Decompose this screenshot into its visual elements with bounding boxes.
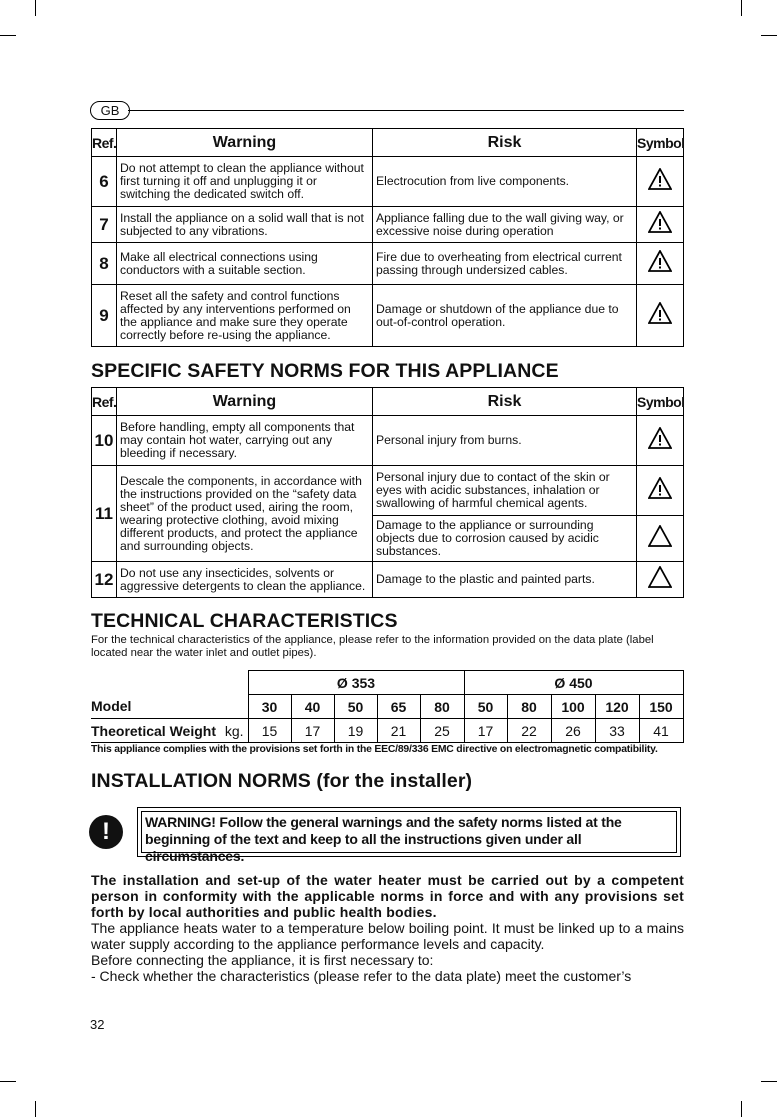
warning-triangle-icon (637, 562, 684, 598)
blank-cell (91, 671, 248, 695)
header-rule (128, 110, 684, 111)
weight-label-text: Theoretical Weight (91, 722, 216, 739)
risk-cell: Personal injury from burns. (373, 416, 637, 466)
model-row (91, 695, 683, 719)
weight-cell: 22 (507, 719, 551, 743)
risk-cell: Personal injury due to contact of the skin or eyes with acidic substances, inhalation or swallowing of harmful chemical agents. (373, 466, 637, 516)
table-row (92, 243, 684, 285)
col-warning: Warning (117, 388, 373, 416)
model-cell: 100 (551, 695, 595, 719)
col-symbol: Symbol (637, 388, 684, 416)
table-row (92, 466, 684, 516)
installation-paragraph-3: - Check whether the characteristics (please refer to the data plate) meet the customer’s (91, 968, 632, 984)
warning-cell: Install the appliance on a solid wall that is not subjected to any vibrations. (117, 207, 373, 243)
hazard-triangle-icon (637, 157, 684, 207)
technical-table (91, 670, 684, 743)
warning-cell: Before handling, empty all components that may contain hot water, carrying out any bleeding if necessary. (117, 416, 373, 466)
crop-mark (35, 1101, 36, 1117)
diameter-450-header: Ø 450 (464, 671, 683, 695)
hazard-triangle-icon (637, 416, 684, 466)
ref-cell: 8 (92, 243, 117, 285)
warning-cell: Reset all the safety and control functions affected by any interventions performed on the appliance and make sure they operate correctly before re-using the appliance. (117, 285, 373, 347)
weight-cell: 15 (248, 719, 291, 743)
warning-triangle-icon (637, 516, 684, 562)
installation-bold-paragraph: The installation and set-up of the water heater must be carried out by a competent person in conformity with the applicable norms in force and with any provisions set forth by local authorities and public health bodies. (91, 872, 684, 920)
ref-cell: 7 (92, 207, 117, 243)
ref-cell: 9 (92, 285, 117, 347)
weight-cell: 26 (551, 719, 595, 743)
model-cell: 50 (464, 695, 507, 719)
model-cell: 80 (420, 695, 464, 719)
weight-unit: kg. (224, 722, 244, 739)
warning-cell: Make all electrical connections using conductors with a suitable section. (117, 243, 373, 285)
risk-cell: Electrocution from live components. (373, 157, 637, 207)
weight-cell: 33 (595, 719, 639, 743)
diameter-353-header: Ø 353 (248, 671, 464, 695)
table-row (92, 562, 684, 598)
ref-cell: 10 (92, 416, 117, 466)
model-cell: 40 (291, 695, 334, 719)
installer-warning-box (137, 807, 681, 864)
weight-cell: 19 (334, 719, 377, 743)
risk-cell: Damage to the plastic and painted parts. (373, 562, 637, 598)
table-row (92, 416, 684, 466)
ref-cell: 6 (92, 157, 117, 207)
table-row (92, 285, 684, 347)
hazard-triangle-icon (637, 285, 684, 347)
col-ref: Ref. (92, 129, 117, 157)
table-header-row (92, 129, 684, 157)
table-row (92, 207, 684, 243)
ref-cell: 11 (92, 466, 117, 562)
hazard-triangle-icon (637, 207, 684, 243)
model-cell: 120 (595, 695, 639, 719)
hazard-triangle-icon (637, 466, 684, 516)
crop-mark (0, 1081, 16, 1082)
risk-cell: Appliance falling due to the wall giving way, or excessive noise during operation (373, 207, 637, 243)
weight-cell: 41 (639, 719, 683, 743)
crop-mark (761, 35, 777, 36)
col-ref: Ref. (92, 388, 117, 416)
general-warnings-table (91, 128, 684, 347)
installation-paragraph-2: Before connecting the appliance, it is first necessary to: (91, 952, 434, 968)
crop-mark (761, 1081, 777, 1082)
risk-cell: Damage to the appliance or surrounding objects due to corrosion caused by acidic substances. (373, 516, 637, 562)
weight-row (91, 719, 683, 743)
language-badge: GB (90, 101, 130, 120)
model-cell: 30 (248, 695, 291, 719)
technical-intro: For the technical characteristics of the appliance, please refer to the information provided on the data plate (label located near the water inlet and outlet pipes). (91, 634, 654, 659)
model-label: Model (91, 695, 248, 719)
weight-cell: 25 (420, 719, 464, 743)
crop-mark (741, 0, 742, 16)
col-risk: Risk (373, 388, 637, 416)
ref-cell: 12 (92, 562, 117, 598)
crop-mark (741, 1101, 742, 1117)
model-cell: 150 (639, 695, 683, 719)
specific-norms-title: SPECIFIC SAFETY NORMS FOR THIS APPLIANCE (91, 360, 559, 382)
page-number: 32 (90, 1017, 105, 1032)
model-cell: 80 (507, 695, 551, 719)
weight-label (91, 719, 248, 743)
col-risk: Risk (373, 129, 637, 157)
installation-paragraph-1: The appliance heats water to a temperature below boiling point. It must be linked up to a mains water supply according to the appliance performance levels and capacity. (91, 920, 684, 952)
crop-mark (0, 35, 16, 36)
col-warning: Warning (117, 129, 373, 157)
exclamation-icon: ! (89, 815, 123, 849)
model-cell: 50 (334, 695, 377, 719)
warning-cell: Do not use any insecticides, solvents or aggressive detergents to clean the appliance. (117, 562, 373, 598)
risk-cell: Damage or shutdown of the appliance due to out-of-control operation. (373, 285, 637, 347)
technical-title: TECHNICAL CHARACTERISTICS (91, 610, 398, 632)
warning-cell: Descale the components, in accordance with the instructions provided on the “safety data sheet” of the product used, airing the room, wearing protective clothing, avoid mixing different products, and protect the appliance and surrounding objects. (117, 466, 373, 562)
installation-title: INSTALLATION NORMS (for the installer) (91, 770, 473, 792)
crop-mark (35, 0, 36, 16)
installer-warning-text: WARNING! Follow the general warnings and the safety norms listed at the beginning of the text and keep to all the instructions given under all circumstances. (141, 811, 677, 853)
risk-cell: Fire due to overheating from electrical current passing through undersized cables. (373, 243, 637, 285)
model-cell: 65 (377, 695, 420, 719)
warning-cell: Do not attempt to clean the appliance without first turning it off and unplugging it or switching the dedicated switch off. (117, 157, 373, 207)
weight-cell: 21 (377, 719, 420, 743)
table-header-row (92, 388, 684, 416)
specific-safety-table (91, 387, 684, 598)
col-symbol: Symbol (637, 129, 684, 157)
weight-cell: 17 (464, 719, 507, 743)
weight-cell: 17 (291, 719, 334, 743)
hazard-triangle-icon (637, 243, 684, 285)
table-row (92, 157, 684, 207)
compliance-note: This appliance complies with the provisions set forth in the EEC/89/336 EMC directive on electromagnetic compatibility. (91, 744, 658, 755)
